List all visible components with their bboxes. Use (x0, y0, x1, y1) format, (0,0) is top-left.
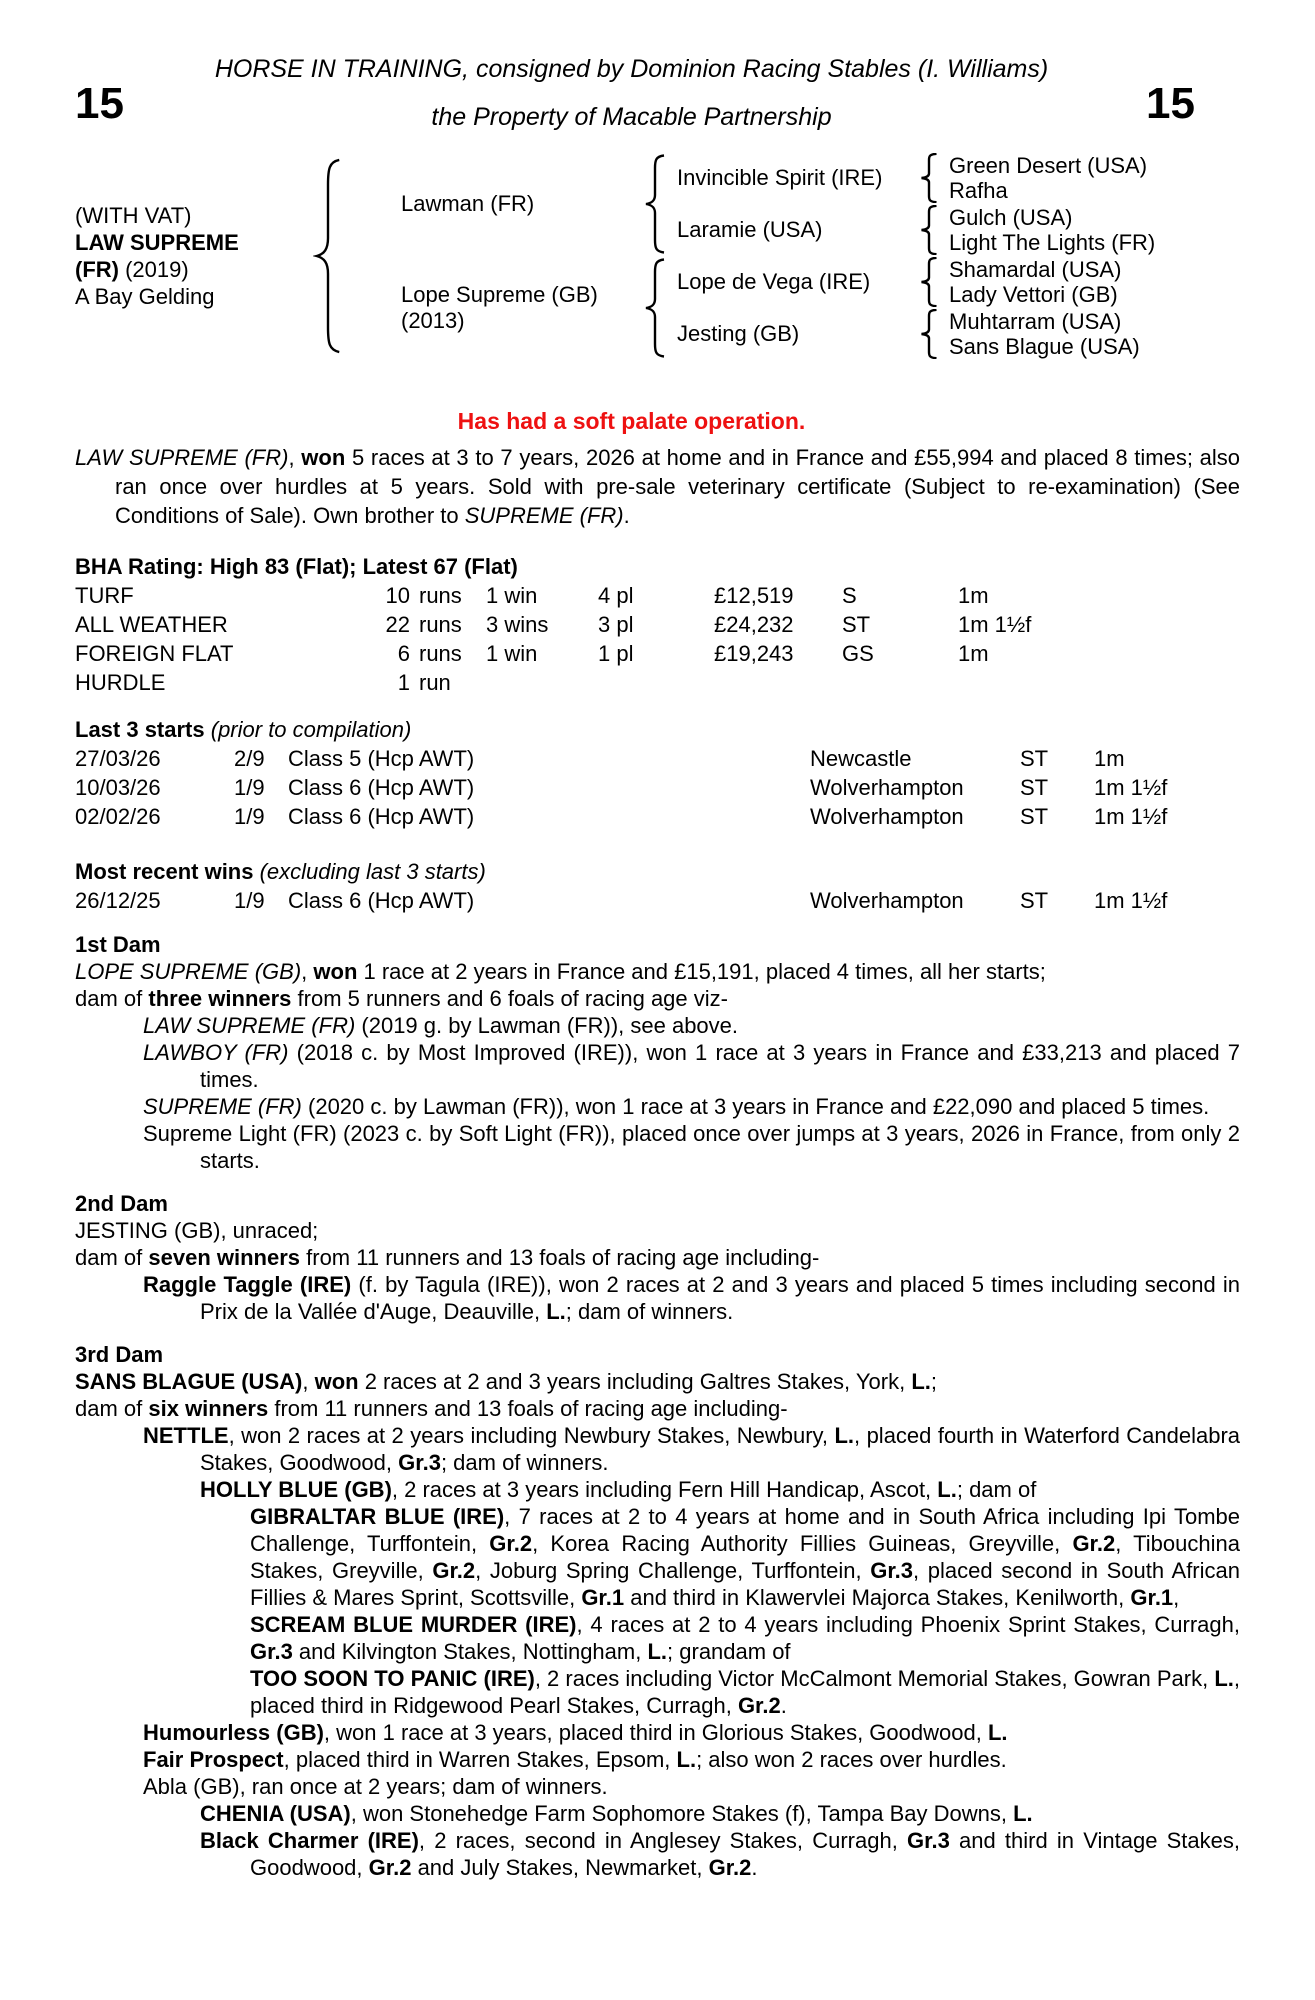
last-starts-heading: Last 3 starts (prior to compilation) (75, 717, 412, 742)
bha-row (75, 639, 1240, 668)
bha-distance: 1m (958, 583, 989, 608)
sire-sire-sire: Green Desert (USA) (949, 153, 1148, 178)
bha-earnings: £12,519 (714, 583, 794, 608)
start-race: Class 5 (Hcp AWT) (288, 746, 475, 771)
sire-dam-sire: Gulch (USA) (949, 205, 1073, 230)
bha-runs: 6 (397, 641, 410, 666)
bha-places: 1 pl (598, 641, 634, 666)
start-course: Wolverhampton (810, 888, 964, 913)
bha-earnings: £19,243 (714, 641, 794, 666)
start-row (75, 744, 1240, 773)
sire-branch (343, 152, 1249, 256)
progeny-entry: SCREAM BLUE MURDER (IRE), 4 races at 2 to 4 years including Phoenix Sprint Stakes, Curragh, Gr.3 and Kilvington Stakes, Nottingham, L.; grandam of (250, 1612, 1240, 1664)
bha-record-section (75, 552, 1240, 697)
pedigree-brace-sire (643, 154, 667, 254)
dam-intro: JESTING (GB), unraced; (75, 1218, 319, 1243)
bha-runs-label: run (419, 670, 451, 695)
bha-wins: 1 win (486, 583, 538, 608)
start-distance: 1m (1094, 746, 1125, 771)
win-row (75, 886, 1240, 915)
bha-surface: HURDLE (75, 670, 166, 695)
start-course: Newcastle (810, 746, 912, 771)
bha-places: 4 pl (598, 583, 634, 608)
start-race: Class 6 (Hcp AWT) (288, 888, 475, 913)
start-row (75, 802, 1240, 831)
bha-distance: 1m 1½f (958, 612, 1032, 637)
bha-runs: 10 (385, 583, 410, 608)
bha-surface: ALL WEATHER (75, 612, 228, 637)
bha-going: S (842, 583, 857, 608)
sire-name: Lawman (FR) (401, 191, 535, 216)
bha-row (75, 610, 1240, 639)
bha-runs: 22 (385, 612, 410, 637)
bha-runs-label: runs (419, 612, 462, 637)
page-header (0, 0, 1315, 146)
progeny-entry: LAWBOY (FR) (2018 c. by Most Improved (IRE)), won 1 race at 3 years in France and £33,213 and placed 7 times. (143, 1040, 1240, 1092)
start-going: ST (1020, 746, 1049, 771)
pedigree-brace-dam-sire (919, 257, 939, 307)
first-dam-heading: 1st Dam (75, 932, 161, 957)
progeny-entry: Fair Prospect, placed third in Warren Stakes, Epsom, L.; also won 2 races over hurdles. (143, 1747, 1007, 1772)
page-body (75, 443, 1240, 1881)
start-going: ST (1020, 804, 1049, 829)
race-summary: LAW SUPREME (FR), won 5 races at 3 to 7 years, 2026 at home and in France and £55,994 and placed 8 times; also ran once over hurdles at 5 years. Sold with pre-sale veterinary certificate (Subject to re-examination) (See Conditions of Sale). Own brother to SUPREME (FR). (75, 445, 1240, 528)
recent-wins-section (75, 857, 1240, 915)
lot-horse-description: A Bay Gelding (75, 284, 215, 309)
dam-dam-sire: Muhtarram (USA) (949, 309, 1122, 334)
bha-going (842, 668, 958, 697)
start-position: 1/9 (234, 775, 265, 800)
dam-intro: SANS BLAGUE (USA), won 2 races at 2 and 3 years including Galtres Stakes, York, L.; (75, 1369, 938, 1394)
pedigree-table (75, 152, 1315, 360)
lot-horse-name: LAW SUPREME (75, 230, 239, 255)
progeny-entry: Humourless (GB), won 1 race at 3 years, placed third in Glorious Stakes, Goodwood, L. (143, 1720, 1008, 1745)
consignment-title: HORSE IN TRAINING, consigned by Dominion Racing Stables (I. Williams) (214, 55, 1049, 83)
start-race: Class 6 (Hcp AWT) (288, 804, 475, 829)
recent-wins-heading: Most recent wins (excluding last 3 starts) (75, 859, 486, 884)
third-dam-heading: 3rd Dam (75, 1342, 164, 1367)
bha-wins (478, 668, 598, 697)
sire-sire-dam: Rafha (949, 178, 1008, 203)
dam-sire-dam: Lady Vettori (GB) (949, 282, 1118, 307)
dam-name: Lope Supreme (GB) (2013) (343, 282, 643, 334)
start-position: 1/9 (234, 888, 265, 913)
dam-intro: dam of three winners from 5 runners and 6 foals of racing age viz- (75, 986, 728, 1011)
pedigree-brace-dam-dam (919, 309, 939, 359)
bha-rating-heading: BHA Rating: High 83 (Flat); Latest 67 (Flat) (75, 554, 518, 579)
lot-horse-origin-year: (FR) (2019) (75, 257, 189, 282)
start-row (75, 773, 1240, 802)
start-date: 26/12/25 (75, 888, 161, 913)
bha-runs-label: runs (419, 641, 462, 666)
progeny-entry: GIBRALTAR BLUE (IRE), 7 races at 2 to 4 years at home and in South Africa including Ipi Tombe Challenge, Turffontein, Gr.2, Korea Racing Authority Fillies Guineas, Greyville, Gr.2, Tibouchina Stakes, Greyville, Gr.2, Joburg Spring Challenge, Turffontein, Gr.3, placed second in South African Fillies & Mares Sprint, Scottsville, Gr.1 and third in Klawervlei Majorca Stakes, Kenilworth, Gr.1, (250, 1504, 1240, 1610)
bha-runs-label: runs (419, 583, 462, 608)
pedigree-generation-1 (343, 152, 1249, 360)
dam-sire-sire: Shamardal (USA) (949, 257, 1122, 282)
dam-dam-name: Jesting (GB) (677, 321, 800, 346)
dam-sire-branch (667, 257, 1249, 307)
subject-block (75, 202, 313, 310)
bha-surface: TURF (75, 583, 134, 608)
pedigree-brace-sire-dam (919, 205, 939, 255)
veterinary-notice: Has had a soft palate operation. (457, 408, 806, 434)
start-going: ST (1020, 888, 1049, 913)
bha-row (75, 581, 1240, 610)
ownership-title: the Property of Macable Partnership (431, 103, 832, 131)
bha-earnings (714, 668, 842, 697)
bha-going: GS (842, 641, 874, 666)
sire-dam-dam: Light The Lights (FR) (949, 230, 1156, 255)
dam-sire-name: Lope de Vega (IRE) (677, 269, 871, 294)
progeny-entry: Supreme Light (FR) (2023 c. by Soft Light (FR)), placed once over jumps at 3 years, 2026 in France, from only 2 starts. (143, 1121, 1240, 1173)
sire-dam-branch (667, 205, 1249, 255)
last-starts-section (75, 715, 1240, 831)
start-distance: 1m 1½f (1094, 804, 1168, 829)
dam-branch (343, 256, 1249, 360)
bha-runs: 1 (397, 670, 410, 695)
dam-dam-dam: Sans Blague (USA) (949, 334, 1140, 359)
start-date: 27/03/26 (75, 746, 161, 771)
bha-earnings: £24,232 (714, 612, 794, 637)
start-position: 1/9 (234, 804, 265, 829)
start-position: 2/9 (234, 746, 265, 771)
bha-places: 3 pl (598, 612, 634, 637)
bha-places (598, 668, 714, 697)
dam-intro: dam of seven winners from 11 runners and 13 foals of racing age including- (75, 1245, 820, 1270)
dam-dam-branch (667, 309, 1249, 359)
start-date: 10/03/26 (75, 775, 161, 800)
vat-status: (WITH VAT) (75, 203, 192, 228)
bha-going: ST (842, 612, 871, 637)
pedigree-brace-main (313, 157, 343, 355)
bha-row (75, 668, 1240, 697)
sire-sire-branch (667, 153, 1249, 203)
progeny-entry: Black Charmer (IRE), 2 races, second in Anglesey Stakes, Curragh, Gr.3 and third in Vintage Stakes, Goodwood, Gr.2 and July Stakes, Newmarket, Gr.2. (200, 1828, 1240, 1880)
start-race: Class 6 (Hcp AWT) (288, 775, 475, 800)
dam-intro: dam of six winners from 11 runners and 13 foals of racing age including- (75, 1396, 788, 1421)
bha-distance: 1m (958, 641, 989, 666)
bha-distance (958, 668, 1240, 697)
pedigree-brace-dam (643, 258, 667, 358)
second-dam-heading: 2nd Dam (75, 1191, 168, 1216)
bha-wins: 1 win (486, 641, 538, 666)
bha-wins: 3 wins (486, 612, 549, 637)
dam-year: (2013) (401, 308, 465, 333)
second-dam-section (75, 1190, 1240, 1325)
start-date: 02/02/26 (75, 804, 161, 829)
sire-dam-name: Laramie (USA) (677, 217, 823, 242)
sire-sire-name: Invincible Spirit (IRE) (677, 165, 883, 190)
third-dam-section (75, 1341, 1240, 1881)
catalog-number-left: 15 (75, 79, 124, 128)
start-course: Wolverhampton (810, 775, 964, 800)
first-dam-section (75, 931, 1240, 1174)
start-going: ST (1020, 775, 1049, 800)
dam-intro: LOPE SUPREME (GB), won 1 race at 2 years in France and £15,191, placed 4 times, all her starts; (75, 959, 1046, 984)
progeny-entry: TOO SOON TO PANIC (IRE), 2 races including Victor McCalmont Memorial Stakes, Gowran Park, L., placed third in Ridgewood Pearl Stakes, Curragh, Gr.2. (250, 1666, 1240, 1718)
progeny-entry: LAW SUPREME (FR) (2019 g. by Lawman (FR)), see above. (143, 1013, 739, 1038)
progeny-entry: SUPREME (FR) (2020 c. by Lawman (FR)), won 1 race at 3 years in France and £22,090 and placed 5 times. (143, 1094, 1210, 1119)
progeny-entry: NETTLE, won 2 races at 2 years including Newbury Stakes, Newbury, L., placed fourth in Waterford Candelabra Stakes, Goodwood, Gr.3; dam of winners. (143, 1423, 1241, 1475)
catalog-number-right: 15 (1146, 79, 1195, 128)
progeny-entry: CHENIA (USA), won Stonehedge Farm Sophomore Stakes (f), Tampa Bay Downs, L. (200, 1801, 1033, 1826)
progeny-entry: Abla (GB), ran once at 2 years; dam of winners. (143, 1774, 608, 1799)
bha-surface: FOREIGN FLAT (75, 641, 234, 666)
progeny-entry: HOLLY BLUE (GB), 2 races at 3 years including Fern Hill Handicap, Ascot, L.; dam of (200, 1477, 1037, 1502)
progeny-entry: Raggle Taggle (IRE) (f. by Tagula (IRE)), won 2 races at 2 and 3 years and placed 5 times including second in Prix de la Vallée d'Auge, Deauville, L.; dam of winners. (143, 1272, 1240, 1324)
start-distance: 1m 1½f (1094, 888, 1168, 913)
pedigree-brace-sire-sire (919, 153, 939, 203)
start-course: Wolverhampton (810, 804, 964, 829)
start-distance: 1m 1½f (1094, 775, 1168, 800)
